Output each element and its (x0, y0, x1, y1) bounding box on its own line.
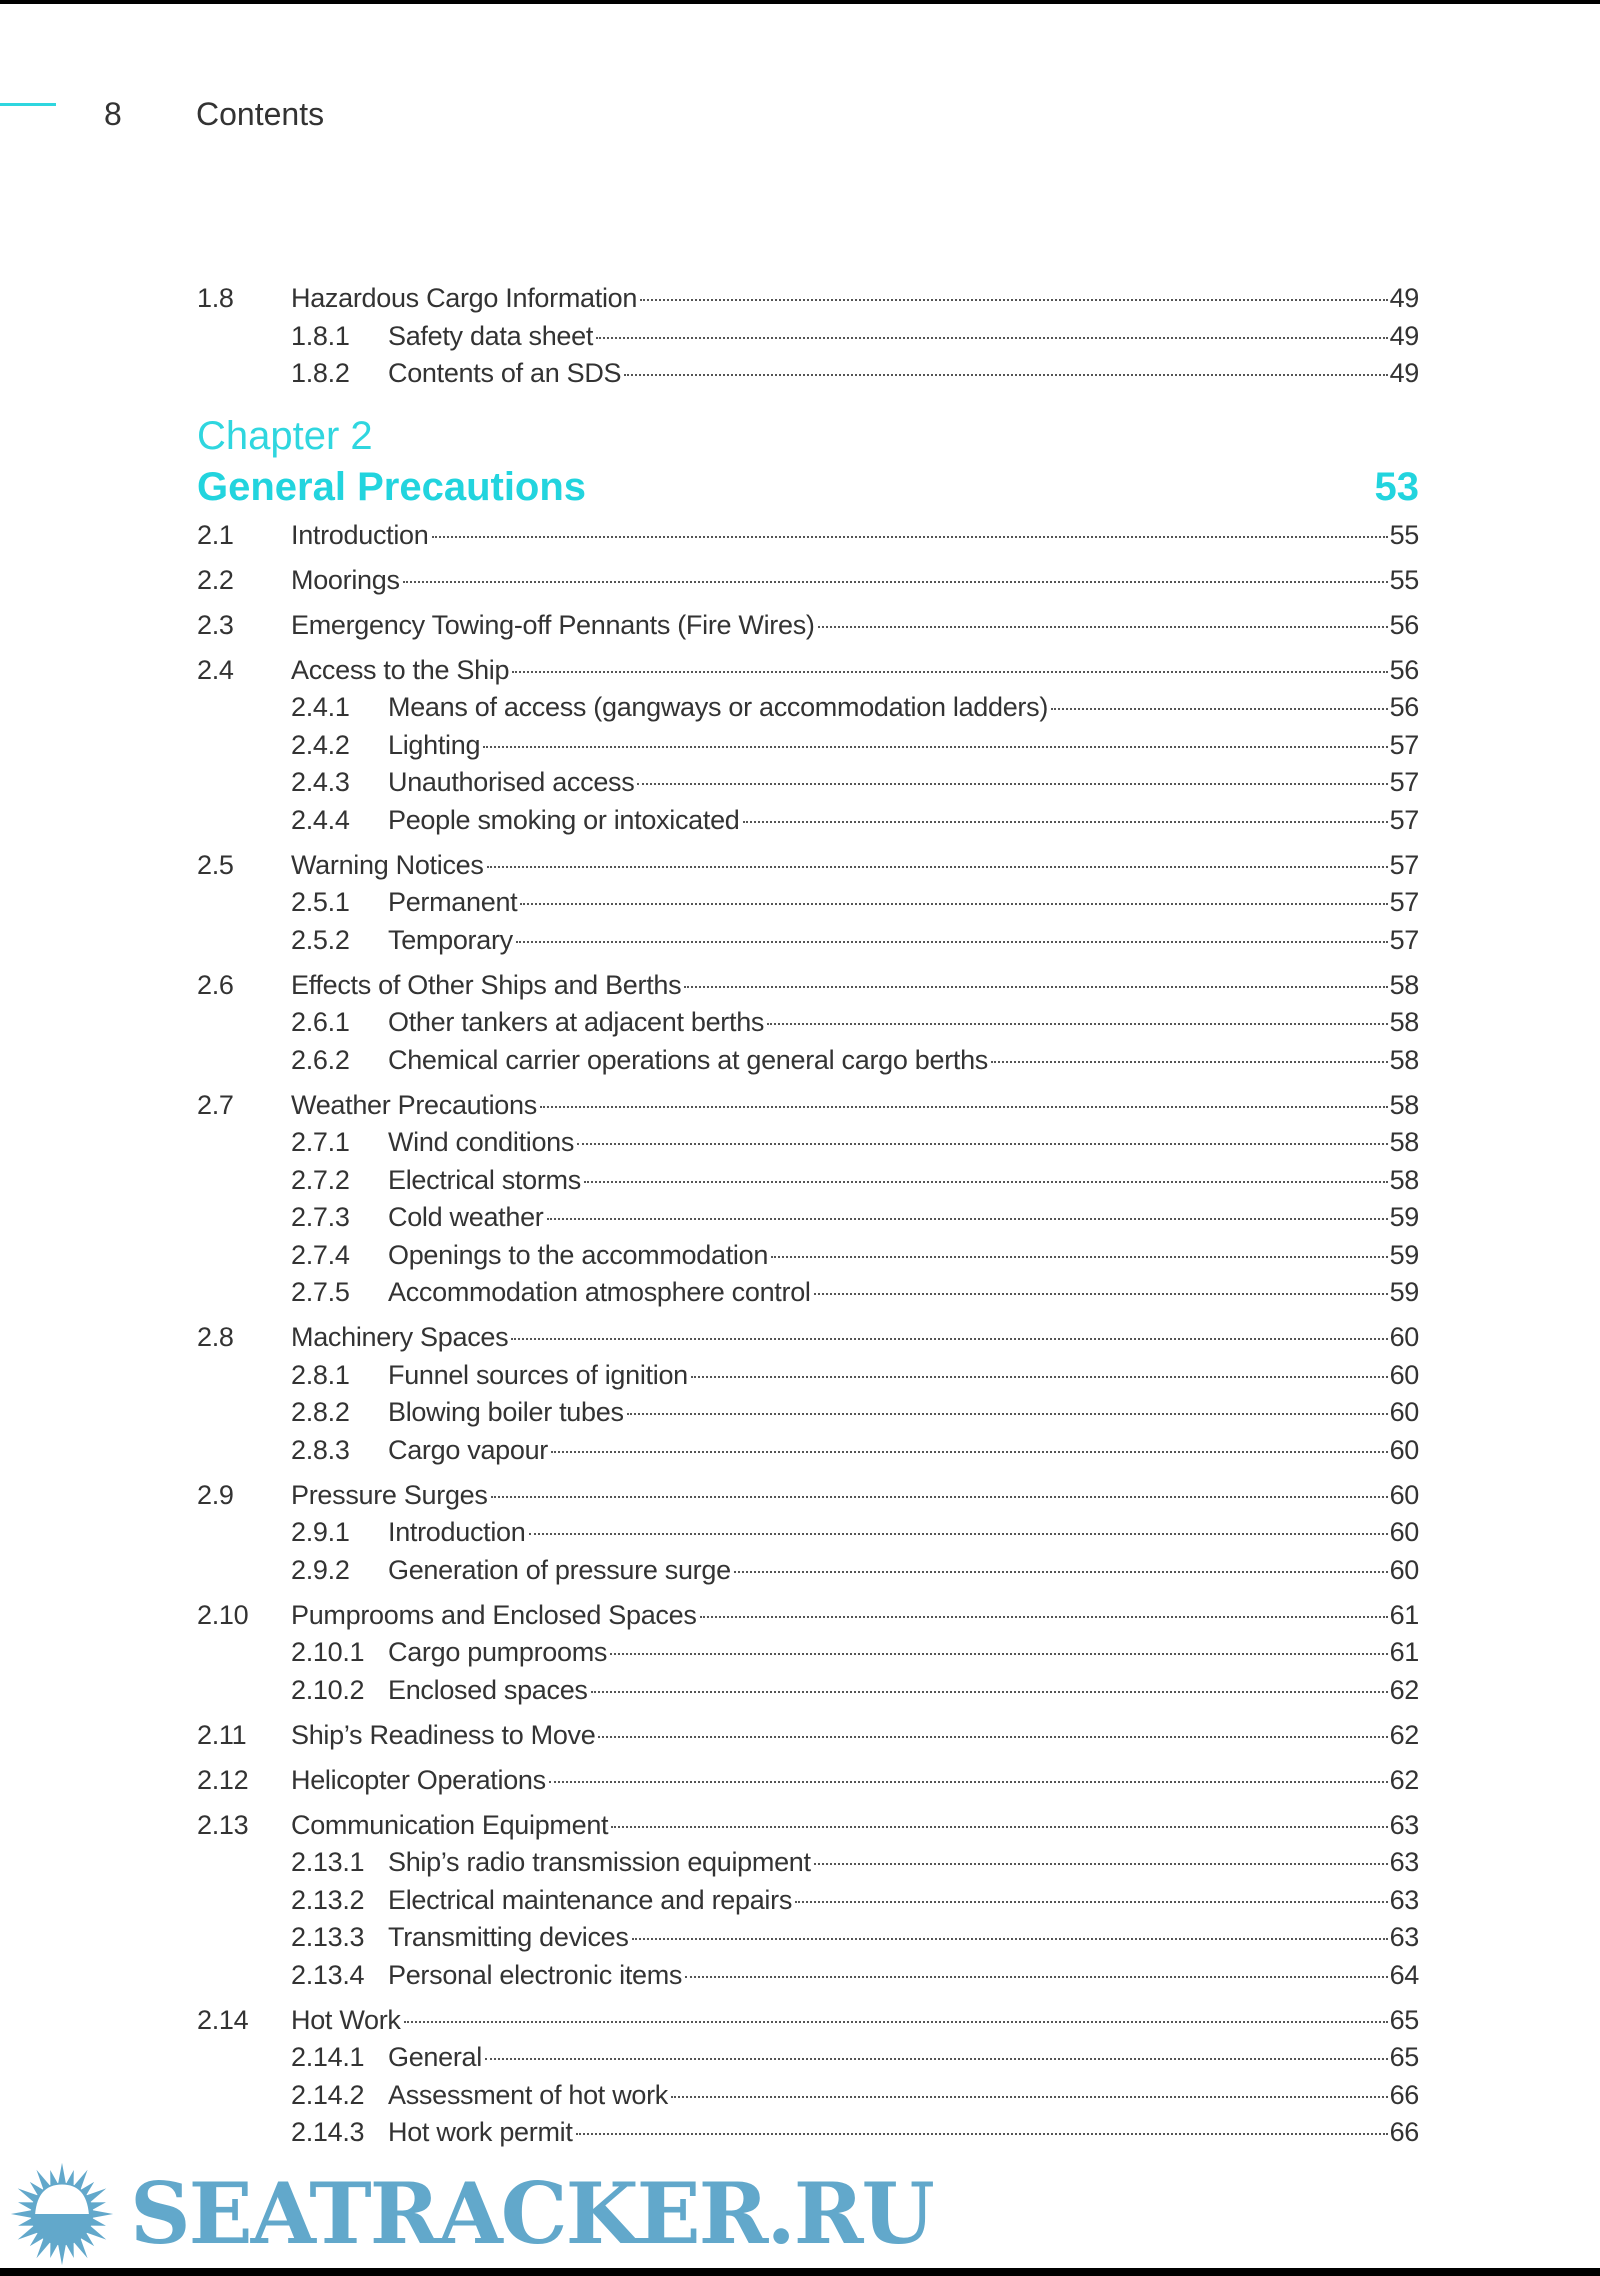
dot-leader (743, 821, 1388, 823)
entry-title: Enclosed spaces (388, 1674, 588, 1705)
entry-title: General (388, 2042, 482, 2072)
entry-page: 57 (1389, 804, 1419, 835)
entry-title: Moorings (291, 564, 400, 595)
dot-leader (516, 941, 1388, 943)
dot-leader (577, 1143, 1387, 1145)
toc-entry[interactable] (197, 607, 1419, 645)
entry-title: Temporary (388, 924, 513, 955)
entry-page: 61 (1389, 1599, 1419, 1630)
dot-leader (767, 1023, 1387, 1025)
entry-number: 2.5 (197, 849, 234, 880)
entry-title: Unauthorised access (388, 767, 635, 797)
toc-entry[interactable] (197, 847, 1419, 885)
dot-leader (483, 746, 1387, 748)
entry-title: Cold weather (388, 1202, 544, 1232)
entry-title: Permanent (388, 887, 518, 917)
dot-leader (403, 581, 1388, 583)
entry-page: 58 (1389, 1164, 1419, 1195)
dot-leader (1051, 708, 1388, 710)
dot-leader (611, 1826, 1387, 1828)
entry-page: 58 (1389, 1007, 1419, 1037)
entry-page: 60 (1389, 1479, 1419, 1510)
entry-title: Assessment of hot work (388, 2079, 669, 2110)
entry-title: Emergency Towing-off Pennants (Fire Wires) (291, 609, 815, 640)
entry-page: 63 (1389, 1884, 1419, 1915)
entry-title: Chemical carrier operations at general cargo berths (388, 1044, 989, 1075)
entry-number: 2.13.3 (291, 1922, 365, 1952)
sun-ray (58, 2163, 66, 2184)
entry-page: 66 (1389, 2117, 1419, 2147)
entry-title: Hot Work (291, 2004, 401, 2035)
sun-ray (50, 2242, 58, 2258)
dot-leader (637, 783, 1387, 785)
toc-subentry[interactable] (197, 2039, 1419, 2077)
sun-ray (90, 2218, 106, 2226)
dot-leader (771, 1256, 1388, 1258)
toc-entry[interactable] (197, 1597, 1419, 1635)
entry-number: 1.8 (197, 283, 234, 313)
entry-title: Electrical storms (388, 1164, 581, 1195)
entry-page: 58 (1389, 1044, 1419, 1075)
sun-ray (66, 2170, 74, 2186)
entry-title: Introduction (388, 1517, 526, 1547)
sun-ray (74, 2238, 88, 2258)
chapter-label: Chapter 2 (197, 413, 373, 458)
entry-number: 2.12 (197, 1764, 249, 1795)
entry-number: 2.14.3 (291, 2117, 365, 2147)
dot-leader (640, 299, 1387, 301)
entry-page: 60 (1389, 1554, 1419, 1585)
entry-page: 62 (1389, 1764, 1419, 1795)
toc-subentry[interactable] (197, 318, 1419, 356)
entry-title: Cargo vapour (388, 1434, 548, 1465)
entry-title: Personal electronic items (388, 1959, 683, 1990)
sun-ray (11, 2210, 32, 2218)
pre-chapter-entries (197, 280, 1419, 393)
entry-number: 2.7.5 (291, 1277, 350, 1307)
entry-title: Contents of an SDS (388, 358, 622, 388)
entry-title: Introduction (291, 519, 429, 550)
entry-page: 59 (1389, 1239, 1419, 1270)
page-number: 8 (104, 96, 122, 132)
entry-number: 2.9.1 (291, 1517, 350, 1547)
toc-subentry[interactable] (197, 1162, 1419, 1200)
entry-page: 49 (1389, 358, 1419, 388)
entry-page: 57 (1389, 924, 1419, 955)
toc-subentry[interactable] (197, 1394, 1419, 1432)
entry-title: Ship’s Readiness to Move (291, 1719, 596, 1750)
watermark (0, 2162, 1600, 2266)
entry-page: 57 (1389, 729, 1419, 760)
toc-entry[interactable] (197, 1807, 1419, 1845)
toc-subentry[interactable] (197, 1357, 1419, 1395)
sun-logo-icon (10, 2162, 114, 2266)
toc-subentry[interactable] (197, 1237, 1419, 1275)
toc-entry[interactable] (197, 1717, 1419, 1755)
entry-number: 2.5.2 (291, 924, 350, 955)
entry-title: Helicopter Operations (291, 1764, 546, 1795)
entry-number: 2.13.1 (291, 1847, 365, 1877)
entry-page: 63 (1389, 1847, 1419, 1877)
entry-number: 2.7.4 (291, 1239, 350, 1270)
entry-number: 2.7.2 (291, 1164, 350, 1195)
entry-page: 59 (1389, 1202, 1419, 1232)
entry-title: Lighting (388, 729, 481, 760)
sun-ray (86, 2188, 106, 2202)
entry-title: Means of access (gangways or accommodation ladders) (388, 692, 1049, 722)
entry-page: 65 (1389, 2042, 1419, 2072)
toc-subentry[interactable] (197, 884, 1419, 922)
chapter-heading (197, 411, 1419, 513)
entry-page: 60 (1389, 1434, 1419, 1465)
entry-number: 2.4.3 (291, 767, 350, 797)
toc-entry[interactable] (197, 1087, 1419, 1125)
toc-subentry[interactable] (197, 1552, 1419, 1590)
chapter-title-row[interactable] (197, 461, 1419, 513)
entry-title: Funnel sources of ignition (388, 1359, 688, 1390)
dot-leader (734, 1571, 1388, 1573)
dot-leader (491, 1496, 1388, 1498)
entry-number: 2.8.2 (291, 1397, 350, 1427)
toc-entry[interactable] (197, 2002, 1419, 2040)
sun-ray (80, 2182, 94, 2196)
top-border (0, 0, 1600, 4)
toc-subentry[interactable] (197, 764, 1419, 802)
sun-ray (36, 2238, 50, 2258)
entry-page: 61 (1389, 1637, 1419, 1667)
entry-number: 2.14.1 (291, 2042, 365, 2072)
entry-number: 2.1 (197, 519, 234, 550)
entry-page: 55 (1389, 564, 1419, 595)
entry-page: 66 (1389, 2079, 1419, 2110)
entry-title: Generation of pressure surge (388, 1554, 731, 1585)
entry-title: Machinery Spaces (291, 1322, 509, 1352)
entry-number: 2.4.2 (291, 729, 350, 760)
dot-leader (529, 1533, 1388, 1535)
toc-subentry[interactable] (197, 1919, 1419, 1957)
sun-ray (80, 2232, 94, 2246)
toc-subentry[interactable] (197, 727, 1419, 765)
entry-title: Electrical maintenance and repairs (388, 1884, 793, 1915)
dot-leader (818, 626, 1388, 628)
entry-page: 55 (1389, 519, 1419, 550)
entry-number: 2.5.1 (291, 887, 350, 917)
sun-ray (74, 2170, 88, 2190)
dot-leader (700, 1616, 1388, 1618)
entry-number: 2.7.1 (291, 1127, 350, 1157)
sun-ray (92, 2210, 113, 2218)
toc-subentry[interactable] (197, 1957, 1419, 1995)
entry-number: 2.10.1 (291, 1637, 365, 1667)
toc-subentry[interactable] (197, 689, 1419, 727)
entry-title: Transmitting devices (388, 1922, 629, 1952)
entry-number: 2.6.2 (291, 1044, 350, 1075)
entry-number: 2.4.4 (291, 804, 350, 835)
dot-leader (549, 1781, 1388, 1783)
entry-title: Hot work permit (388, 2117, 573, 2147)
entry-number: 1.8.1 (291, 320, 350, 351)
toc-entry[interactable] (197, 562, 1419, 600)
entry-title: Cargo pumprooms (388, 1637, 608, 1667)
entry-title: Ship’s radio transmission equipment (388, 1847, 811, 1877)
entry-title: Pumprooms and Enclosed Spaces (291, 1599, 697, 1630)
entry-title: Openings to the accommodation (388, 1239, 769, 1270)
entry-page: 59 (1389, 1277, 1419, 1307)
dot-leader (584, 1181, 1388, 1183)
toc-subentry[interactable] (197, 1042, 1419, 1080)
entry-number: 2.3 (197, 609, 234, 640)
entry-number: 2.13.4 (291, 1959, 365, 1990)
toc-subentry[interactable] (197, 1274, 1419, 1312)
toc-subentry[interactable] (197, 2077, 1419, 2115)
dot-leader (627, 1413, 1388, 1415)
entry-number: 2.14 (197, 2004, 249, 2035)
dot-leader (576, 2133, 1388, 2135)
toc-entry[interactable] (197, 1319, 1419, 1357)
sun-ray (50, 2170, 58, 2186)
entry-page: 56 (1389, 654, 1419, 685)
dot-leader (511, 1338, 1387, 1340)
toc-subentry[interactable] (197, 355, 1419, 393)
entry-page: 64 (1389, 1959, 1419, 1990)
entry-number: 2.9 (197, 1479, 234, 1510)
toc-subentry[interactable] (197, 802, 1419, 840)
entry-title: Other tankers at adjacent berths (388, 1007, 765, 1037)
entry-page: 57 (1389, 887, 1419, 917)
toc-subentry[interactable] (197, 1844, 1419, 1882)
entry-number: 2.6.1 (291, 1007, 350, 1037)
entry-number: 2.6 (197, 969, 234, 1000)
entry-page: 60 (1389, 1397, 1419, 1427)
dot-leader (547, 1218, 1388, 1220)
entry-page: 49 (1389, 283, 1419, 313)
entry-number: 2.11 (197, 1719, 247, 1750)
entry-number: 1.8.2 (291, 358, 350, 388)
entry-page: 58 (1389, 1127, 1419, 1157)
sun-ray (18, 2218, 34, 2226)
dot-leader (487, 866, 1388, 868)
entry-page: 62 (1389, 1719, 1419, 1750)
entry-number: 2.2 (197, 564, 234, 595)
entry-number: 2.9.2 (291, 1554, 350, 1585)
dot-leader (520, 903, 1387, 905)
dot-leader (596, 337, 1388, 339)
dot-leader (512, 671, 1387, 673)
entry-number: 2.8 (197, 1322, 234, 1352)
entry-title: Access to the Ship (291, 654, 510, 685)
chapter-title: General Precautions (197, 464, 587, 509)
page-title: Contents (196, 96, 325, 132)
toc-entry[interactable] (197, 1477, 1419, 1515)
entry-page: 65 (1389, 2004, 1419, 2035)
toc-subentry[interactable] (197, 1634, 1419, 1672)
dot-leader (432, 536, 1388, 538)
entry-number: 2.7 (197, 1089, 234, 1120)
toc-entry[interactable] (197, 967, 1419, 1005)
chapter-entries (197, 517, 1419, 2152)
sun-ray (18, 2226, 38, 2240)
entry-page: 58 (1389, 1089, 1419, 1120)
entry-title: Blowing boiler tubes (388, 1397, 624, 1427)
sun-ray (18, 2202, 34, 2210)
entry-number: 2.13.2 (291, 1884, 365, 1915)
dot-leader (814, 1293, 1388, 1295)
entry-number: 2.4.1 (291, 692, 350, 722)
toc-subentry[interactable] (197, 2114, 1419, 2152)
table-of-contents (197, 280, 1419, 2152)
entry-number: 2.8.3 (291, 1434, 350, 1465)
dot-leader (795, 1901, 1388, 1903)
entry-title: Weather Precautions (291, 1089, 537, 1120)
entry-page: 56 (1389, 692, 1419, 722)
toc-subentry[interactable] (197, 1514, 1419, 1552)
entry-title: Accommodation atmosphere control (388, 1277, 811, 1307)
dot-leader (540, 1106, 1388, 1108)
sun-ray (18, 2188, 38, 2202)
toc-entry[interactable] (197, 517, 1419, 555)
entry-number: 2.10 (197, 1599, 249, 1630)
toc-entry[interactable] (197, 652, 1419, 690)
watermark-text: SEATRACKER.RU (130, 2164, 933, 2263)
entry-title: Pressure Surges (291, 1479, 488, 1510)
toc-subentry[interactable] (197, 1882, 1419, 1920)
entry-page: 60 (1389, 1359, 1419, 1390)
sun-ray (90, 2202, 106, 2210)
entry-title: Communication Equipment (291, 1809, 609, 1840)
entry-title: Wind conditions (388, 1127, 575, 1157)
entry-title: People smoking or intoxicated (388, 804, 740, 835)
entry-title: Effects of Other Ships and Berths (291, 969, 682, 1000)
chapter-page: 53 (1374, 464, 1419, 509)
dot-leader (591, 1691, 1388, 1693)
entry-number: 2.7.3 (291, 1202, 350, 1232)
entry-number: 2.14.2 (291, 2079, 365, 2110)
entry-number: 2.10.2 (291, 1674, 365, 1705)
dot-leader (671, 2096, 1388, 2098)
entry-page: 49 (1389, 320, 1419, 351)
sun-ray (66, 2242, 74, 2258)
entry-page: 57 (1389, 849, 1419, 880)
toc-entry[interactable] (197, 1762, 1419, 1800)
toc-subentry[interactable] (197, 1672, 1419, 1710)
entry-page: 60 (1389, 1322, 1419, 1352)
entry-page: 60 (1389, 1517, 1419, 1547)
dot-leader (685, 1976, 1387, 1978)
toc-entry[interactable] (197, 280, 1419, 318)
entry-number: 2.13 (197, 1809, 249, 1840)
dot-leader (684, 986, 1387, 988)
entry-title: Warning Notices (291, 849, 484, 880)
sun-ray (86, 2226, 106, 2240)
sun-ray (30, 2232, 44, 2246)
toc-subentry[interactable] (197, 922, 1419, 960)
dot-leader (991, 1061, 1388, 1063)
entry-page: 63 (1389, 1809, 1419, 1840)
dot-leader (485, 2058, 1388, 2060)
dot-leader (598, 1736, 1387, 1738)
toc-subentry[interactable] (197, 1199, 1419, 1237)
dot-leader (632, 1938, 1388, 1940)
dot-leader (624, 374, 1387, 376)
toc-subentry[interactable] (197, 1124, 1419, 1162)
toc-subentry[interactable] (197, 1004, 1419, 1042)
entry-number: 2.8.1 (291, 1359, 350, 1390)
entry-page: 58 (1389, 969, 1419, 1000)
sun-ray (58, 2244, 66, 2265)
dot-leader (404, 2021, 1388, 2023)
entry-number: 2.4 (197, 654, 234, 685)
header-accent-line (0, 103, 56, 106)
entry-page: 62 (1389, 1674, 1419, 1705)
dot-leader (610, 1653, 1387, 1655)
dot-leader (691, 1376, 1388, 1378)
dot-leader (814, 1863, 1388, 1865)
sun-ray (30, 2182, 44, 2196)
entry-title: Hazardous Cargo Information (291, 283, 638, 313)
entry-page: 56 (1389, 609, 1419, 640)
toc-subentry[interactable] (197, 1432, 1419, 1470)
sun-ray (36, 2170, 50, 2190)
dot-leader (551, 1451, 1388, 1453)
entry-page: 63 (1389, 1922, 1419, 1952)
entry-title: Safety data sheet (388, 320, 594, 351)
entry-page: 57 (1389, 767, 1419, 797)
bottom-border (0, 2268, 1600, 2276)
